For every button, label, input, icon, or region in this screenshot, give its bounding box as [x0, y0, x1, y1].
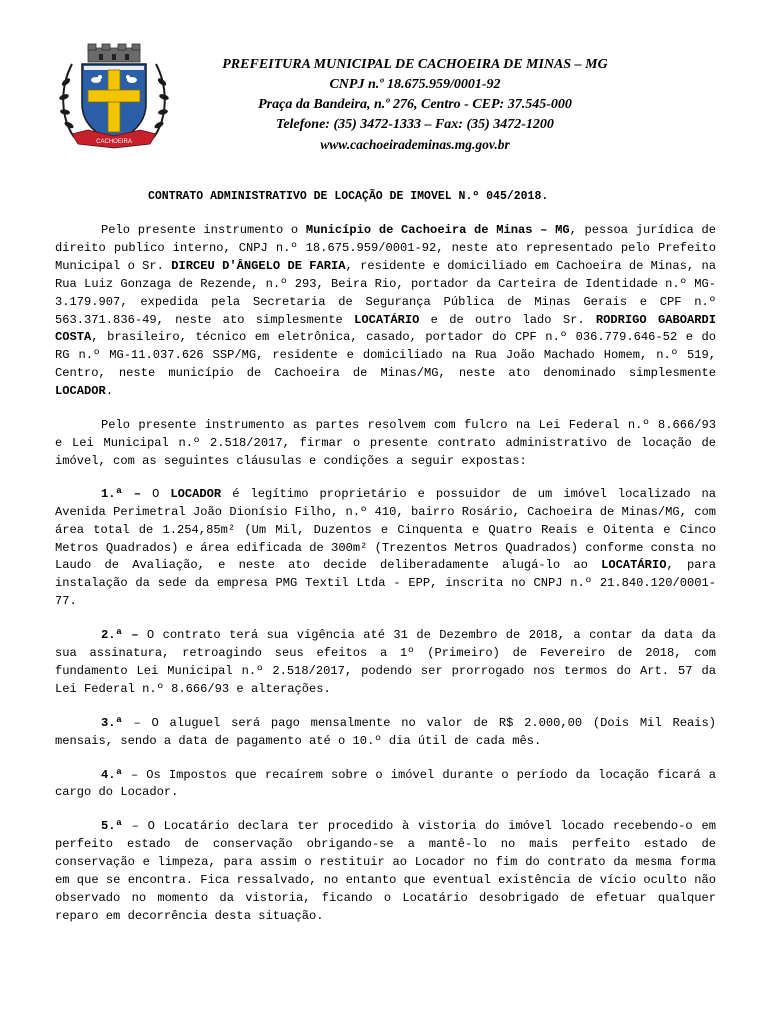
p1-text-6: . — [105, 384, 114, 399]
clause-2-number: 2.ª – — [101, 628, 139, 643]
p1-text-4: e de outro lado Sr. — [419, 312, 596, 327]
letterhead-phone: Telefone: (35) 3472-1333 – Fax: (35) 3472-1200 — [276, 117, 554, 132]
clause-4-text: – Os Impostos que recaírem sobre o imóvel durante o período da locação ficará a cargo do Locador. — [55, 767, 716, 800]
p1-bold-locador: LOCADOR — [55, 384, 106, 399]
clause-2 — [55, 627, 716, 699]
p1-bold-municipality: Município de Cachoeira de Minas – MG — [305, 223, 570, 237]
letterhead-website: www.cachoeirademinas.mg.gov.br — [320, 137, 510, 152]
p1-text-2: , pessoa jurídica de direito publico interno, CNPJ n.º 18.675.959/0001-92, neste ato representado pelo Prefeito Municipal o Sr. — [55, 223, 716, 273]
p1-bold-locatario: LOCATÁRIO — [354, 312, 420, 327]
contract-title: CONTRATO ADMINISTRATIVO DE LOCAÇÃO DE IMOVEL N.º 045/2018. — [148, 190, 549, 203]
clause-4 — [55, 767, 716, 803]
clause-5-text: – O Locatário declara ter procedido à vistoria do imóvel locado recebendo-o em perfeito estado de conservação obrigando-se a mantê-lo no mais perfeito estado de conservação e limpeza, para assim o restituir ao Locador no fim do contrato da mesma forma em que se encontra. Fica ressalvado, no entanto que eventual existência de vício oculto não observado no momento da vistoria, ficando o Locatário desobrigado de efetuar qualquer reparo em decorrência desta situação. — [55, 819, 716, 923]
p1-text-1: Pelo presente instrumento o — [101, 223, 306, 237]
clause-5-number: 5.ª — [101, 819, 123, 834]
clause-1-text-3: , para instalação da sede da empresa PMG Textil Ltda - EPP, inscrita no CNPJ n.º 21.840.120/0001-77. — [55, 558, 717, 609]
p1-text-3: , residente e domiciliado em Cachoeira de Minas, na Rua Luiz Gonzaga de Rezende, n.º 293, Beira Rio, portador da Carteira de Identidade n.º MG-3.179.907, expedida pela Secretaria de Segurança Pública de Minas Gerais e CPF n.º 563.371.836-49, neste ato simplesmente — [55, 258, 716, 327]
clause-3-number: 3.ª — [101, 715, 123, 730]
clause-3 — [55, 715, 716, 751]
clause-1-text-2: é legítimo proprietário e possuidor de um imóvel localizado na Avenida Perimetral João Dionísio Filho, n.º 410, bairro Rosário, Cachoeira de Minas/MG, com área total de 1.254,85m² (Um Mil, Duzentos e Cinquenta e Quatro Reais e Oitenta e Cinco Metros Quadrados) e área edificada de 300m² (Trezentos Metros Quadrados) conforme consta no Laudo de Avaliação, e neste ato decide deliberadamente alugá-lo ao — [55, 486, 716, 573]
letterhead — [180, 55, 650, 155]
letterhead-address: Praça da Bandeira, n.º 276, Centro - CEP: 37.545-000 — [258, 97, 572, 112]
clause-5 — [55, 818, 716, 925]
clause-1-bold-locatario: LOCATÁRIO — [601, 558, 667, 573]
p1-bold-mayor: DIRCEU D'ÂNGELO DE FARIA — [171, 258, 346, 273]
clause-1-text-1: O — [141, 486, 171, 501]
clause-2-text: O contrato terá sua vigência até 31 de Dezembro de 2018, a contar da data da sua assinatura, retroagindo seus efeitos a 1º (Primeiro) de Fevereiro de 2018, com fundamento Lei Municipal n.º 2.518/2017, podendo ser prorrogado nos termos do Art. 57 da Lei Federal n.º 8.666/93 e alterações. — [55, 628, 716, 696]
clause-3-text: – O aluguel será pago mensalmente no valor de R$ 2.000,00 (Dois Mil Reais) mensais, sendo a data de pagamento até o 10.º dia útil de cada mês. — [55, 715, 716, 748]
paragraph-legal-basis: Pelo presente instrumento as partes resolvem com fulcro na Lei Federal n.º 8.666/93 e Lei Municipal n.º 2.518/2017, firmar o presente contrato administrativo de locação de imóvel, com as seguintes cláusulas e condições a seguir expostas: — [55, 418, 716, 468]
p1-text-5: , brasileiro, técnico em eletrônica, casado, portador do CPF n.º 036.779.646-52 e do RG n.º MG-11.037.626 SSP/MG, residente e domiciliado na Rua João Machado Homem, n.º 519, Centro, neste município de Cachoeira de Minas/MG, neste ato denominado simplesmente — [55, 330, 716, 381]
letterhead-cnpj: CNPJ n.º 18.675.959/0001-92 — [329, 77, 501, 92]
contract-body — [55, 222, 716, 942]
clause-4-number: 4.ª — [101, 767, 123, 782]
clause-1-number: 1.ª – — [101, 486, 142, 501]
crest-ribbon-text: CACHOEIRA — [96, 139, 132, 145]
letterhead-municipality: PREFEITURA MUNICIPAL DE CACHOEIRA DE MINAS – MG — [222, 57, 608, 72]
clause-1 — [55, 486, 716, 611]
clause-1-bold-locador: LOCADOR — [170, 486, 222, 501]
paragraph-parties — [55, 222, 716, 401]
p1-bold-landlord-name: RODRIGO GABOARDI COSTA — [55, 312, 717, 345]
municipal-coat-of-arms-icon — [54, 42, 174, 154]
